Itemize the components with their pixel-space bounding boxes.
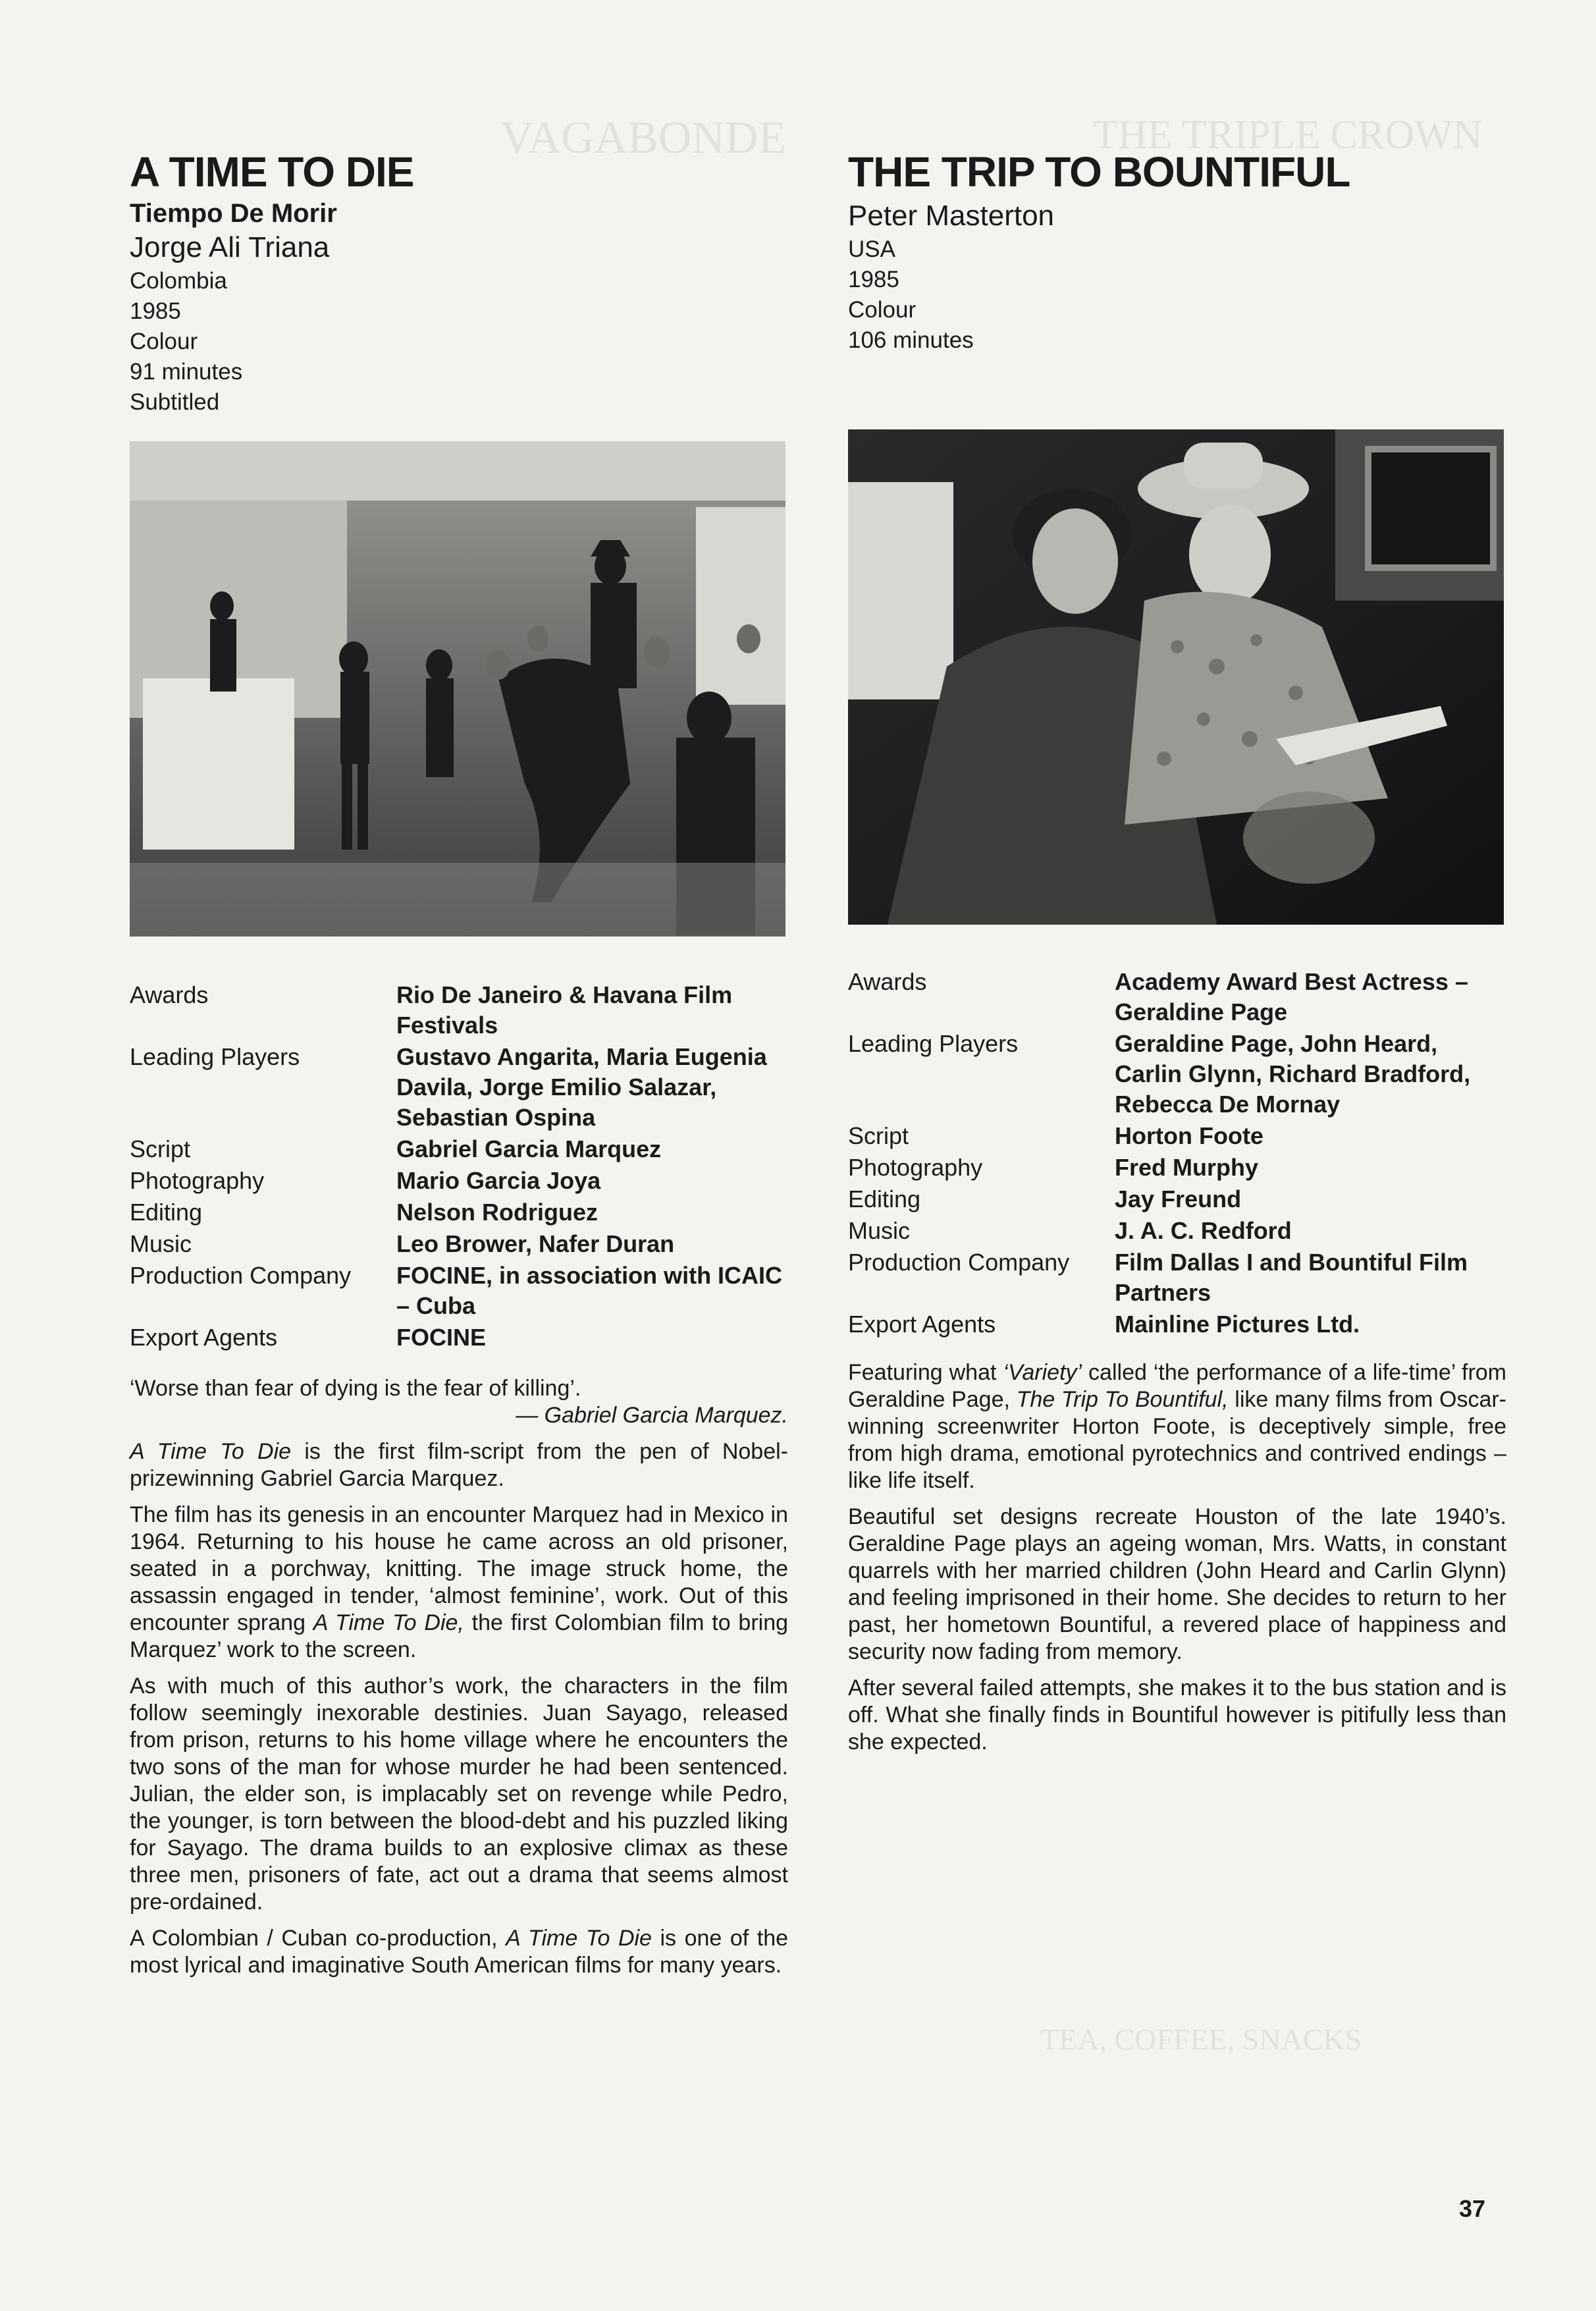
credit-value: J. A. C. Redford — [1115, 1217, 1292, 1244]
credit-row-leading-players — [848, 1029, 1506, 1120]
credit-row-script — [848, 1121, 1506, 1151]
credit-row-leading-players — [130, 1042, 788, 1133]
credit-value: Gabriel Garcia Marquez — [396, 1135, 662, 1162]
paragraph-text: Featuring what — [848, 1360, 1003, 1385]
credit-value: FOCINE — [396, 1324, 487, 1351]
credit-row-script — [130, 1134, 788, 1164]
credit-value: Leo Brower, Nafer Duran — [396, 1230, 675, 1257]
language: Subtitled — [130, 389, 220, 415]
credit-label: Script — [130, 1135, 191, 1162]
credit-label: Script — [848, 1122, 909, 1149]
paragraph-text: called ‘the performance of a life-time’ from Geraldine Page, — [848, 1360, 1506, 1412]
director: Jorge Ali Triana — [130, 231, 330, 263]
year: 1985 — [130, 298, 181, 324]
paragraph-text: is one of the most lyrical and imaginative South American films for many years. — [130, 1926, 789, 1978]
credit-label: Photography — [130, 1167, 265, 1194]
synopsis-paragraph — [848, 1359, 1506, 1494]
credit-row-music — [848, 1216, 1506, 1246]
credit-label: Production Company — [130, 1262, 352, 1289]
credit-row-production-company — [130, 1261, 788, 1321]
credit-row-awards — [130, 980, 788, 1041]
film-title-ref: A Time To Die, — [313, 1610, 464, 1635]
credit-value: FOCINE, in association with ICAIC – Cuba — [396, 1262, 783, 1319]
credit-value: Mainline Pictures Ltd. — [1115, 1311, 1360, 1338]
credit-label: Editing — [130, 1199, 203, 1226]
credit-row-photography — [130, 1166, 788, 1196]
runtime: 91 minutes — [130, 359, 243, 385]
country: USA — [848, 236, 895, 262]
runtime: 106 minutes — [848, 327, 974, 353]
credit-value: Nelson Rodriguez — [396, 1199, 598, 1226]
credit-label: Photography — [848, 1154, 983, 1181]
credit-value: Mario Garcia Joya — [396, 1167, 601, 1194]
synopsis-paragraph — [130, 1502, 788, 1664]
epigraph-quote: ‘Worse than fear of dying is the fear of killing’. — [130, 1376, 581, 1401]
paragraph-text: As with much of this author’s work, the characters in the film follow seemingly inexorable destinies. Juan Sayago, released from prison, returns to his home village where he encounters the two sons of the man for whose murder he had been sentenced. Julian, the elder son, is implacably set on revenge while Pedro, the younger, is torn between the blood-debt and his puzzled liking for Sayago. The drama builds to an explosive climax as these three men, prisoners of fate, act out a drama that seems almost pre-ordained. — [130, 1673, 788, 1915]
paragraph-text: Beautiful set designs recreate Houston of the late 1940’s. Geraldine Page plays an ageing woman, Mrs. Watts, in constant quarrels with her married children (John Heard and Carlin Glynn) and feeling imprisoned in their home. She decides to return to her past, her hometown Bountiful, a revered place of happiness and security now fading from memory. — [848, 1504, 1506, 1664]
paragraph-text: like many films from Oscar-winning screenwriter Horton Foote, is deceptively simple, free from high drama, emotional pyrotechnics and contrived endings – like life itself. — [848, 1387, 1506, 1493]
credit-value: Film Dallas I and Bountiful Film Partners — [1115, 1249, 1468, 1306]
original-title: Tiempo De Morir — [130, 199, 337, 228]
synopsis-paragraph — [130, 1673, 788, 1916]
credit-label: Export Agents — [130, 1324, 278, 1351]
credit-label: Leading Players — [130, 1043, 300, 1070]
credit-value: Rio De Janeiro & Havana Film Festivals — [396, 981, 733, 1039]
paragraph-text: the first Colombian film to bring Marquez’ work to the screen. — [130, 1610, 789, 1662]
publication-ref: ‘Variety’ — [1003, 1360, 1082, 1385]
film-title-ref: A Time To Die — [130, 1439, 292, 1464]
credit-row-editing — [130, 1197, 788, 1228]
synopsis-paragraph — [130, 1925, 788, 1979]
bleed-through-ghost: VAGABONDE — [500, 113, 787, 163]
epigraph — [130, 1375, 788, 1402]
credit-value: Academy Award Best Actress – Geraldine Page — [1115, 968, 1468, 1025]
film-title-ref: A Time To Die — [506, 1926, 652, 1951]
credits-list — [848, 967, 1506, 1340]
synopsis — [130, 1375, 788, 1979]
credit-value: Jay Freund — [1115, 1185, 1242, 1212]
bleed-through-ghost: TEA, COFFEE, SNACKS — [1040, 2023, 1362, 2056]
paragraph-text: A Colombian / Cuban co-production, — [130, 1926, 506, 1951]
credit-row-photography — [848, 1153, 1506, 1183]
credit-label: Leading Players — [848, 1030, 1019, 1057]
paragraph-text: After several failed attempts, she makes it to the bus station and is off. What she finally finds in Bountiful however is pitifully less than she expected. — [848, 1675, 1506, 1754]
film-still-two-women-icon — [848, 429, 1504, 925]
epigraph-attribution: — Gabriel Garcia Marquez. — [516, 1403, 788, 1428]
credit-label: Editing — [848, 1185, 921, 1212]
credits-list — [130, 980, 788, 1353]
credit-value: Horton Foote — [1115, 1122, 1264, 1149]
format: Colour — [848, 297, 917, 323]
film-title: THE TRIP TO BOUNTIFUL — [848, 148, 1350, 196]
film-title: A TIME TO DIE — [130, 148, 414, 196]
credit-label: Awards — [848, 968, 927, 995]
credit-value: Gustavo Angarita, Maria Eugenia Davila, Jorge Emilio Salazar, Sebastian Ospina — [396, 1043, 767, 1131]
format: Colour — [130, 329, 198, 354]
credit-row-export-agents — [848, 1309, 1506, 1340]
year: 1985 — [848, 267, 899, 292]
credit-label: Music — [848, 1217, 911, 1244]
film-still-photo — [848, 429, 1504, 925]
credit-value: Geraldine Page, John Heard, Carlin Glynn, Richard Bradford, Rebecca De Mornay — [1115, 1030, 1471, 1118]
page-number: 37 — [1458, 2195, 1485, 2222]
synopsis-paragraph — [130, 1438, 788, 1492]
credit-row-editing — [848, 1184, 1506, 1214]
credit-label: Export Agents — [848, 1311, 996, 1338]
credit-label: Music — [130, 1230, 192, 1257]
film-title-ref: The Trip To Bountiful, — [1016, 1387, 1229, 1412]
director: Peter Masterton — [848, 200, 1055, 232]
synopsis-paragraph — [848, 1675, 1506, 1756]
film-still-photo — [130, 441, 785, 937]
credit-label: Awards — [130, 981, 209, 1008]
credit-row-production-company — [848, 1247, 1506, 1308]
credit-label: Production Company — [848, 1249, 1070, 1276]
country: Colombia — [130, 268, 227, 294]
bleed-through-ghost: THE TRIPLE CROWN — [1093, 113, 1483, 157]
film-entry-the-trip-to-bountiful — [848, 146, 1506, 1765]
film-entry-a-time-to-die — [130, 146, 788, 1988]
synopsis-paragraph — [848, 1504, 1506, 1666]
film-still-horseman-icon — [130, 441, 785, 937]
paragraph-text: is the first film-script from the pen of Nobel-prizewinning Gabriel Garcia Marquez. — [130, 1439, 788, 1491]
credit-row-music — [130, 1229, 788, 1259]
credit-row-awards — [848, 967, 1506, 1027]
synopsis — [848, 1359, 1506, 1756]
paragraph-text: The film has its genesis in an encounter Marquez had in Mexico in 1964. Returning to his house he came across an old prisoner, seated in a porchway, knitting. The image struck home, the assassin engaged in tender, ‘almost feminine’, work. Out of this encounter sprang — [130, 1502, 788, 1635]
credit-row-export-agents — [130, 1322, 788, 1353]
credit-value: Fred Murphy — [1115, 1154, 1259, 1181]
